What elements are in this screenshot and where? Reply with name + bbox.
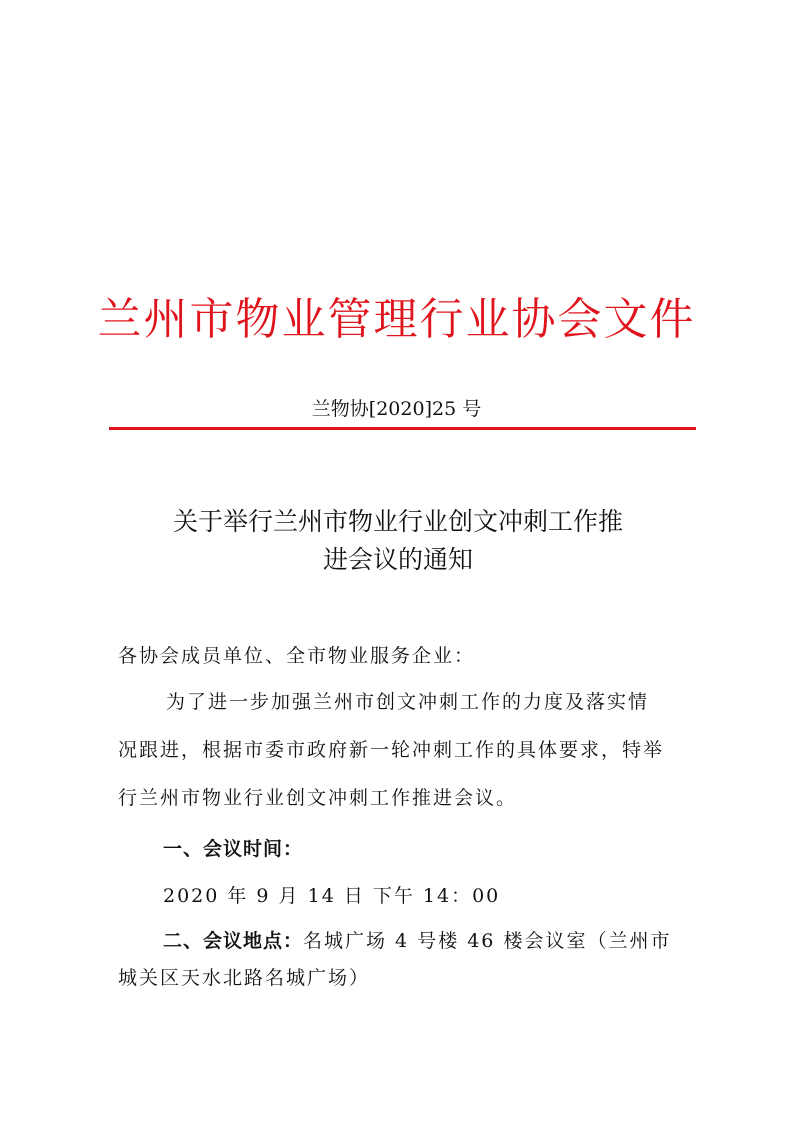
meeting-time-value: 2020 年 9 月 14 日 下午 14：00 — [163, 885, 501, 907]
subject-line-2: 进会议的通知 — [322, 545, 473, 574]
notice-subject — [118, 503, 678, 579]
meeting-location-value: 名城广场 4 号楼 46 楼会议室（兰州市 — [303, 930, 672, 952]
paragraph-line-2: 况跟进，根据市委市政府新一轮冲刺工作的具体要求，特举 — [118, 739, 665, 761]
section-2-row — [163, 926, 671, 953]
salutation: 各协会成员单位、全市物业服务企业： — [118, 645, 476, 667]
body-paragraph — [118, 678, 678, 822]
subject-line-1: 关于举行兰州市物业行业创文冲刺工作推 — [172, 507, 623, 536]
header-divider — [109, 427, 696, 430]
paragraph-line-3: 行兰州市物业行业创文冲刺工作推进会议。 — [118, 787, 518, 809]
document-number: 兰物协[2020]25 号 — [311, 398, 482, 420]
section-2-heading: 二、会议地点： — [163, 930, 304, 952]
meeting-location-continued: 城关区天水北路名城广场） — [118, 967, 371, 989]
document-header-title: 兰州市物业管理行业协会文件 — [97, 294, 696, 345]
paragraph-line-1: 为了进一步加强兰州市创文冲刺工作的力度及落实情 — [166, 691, 650, 713]
section-1-heading: 一、会议时间： — [163, 838, 304, 860]
